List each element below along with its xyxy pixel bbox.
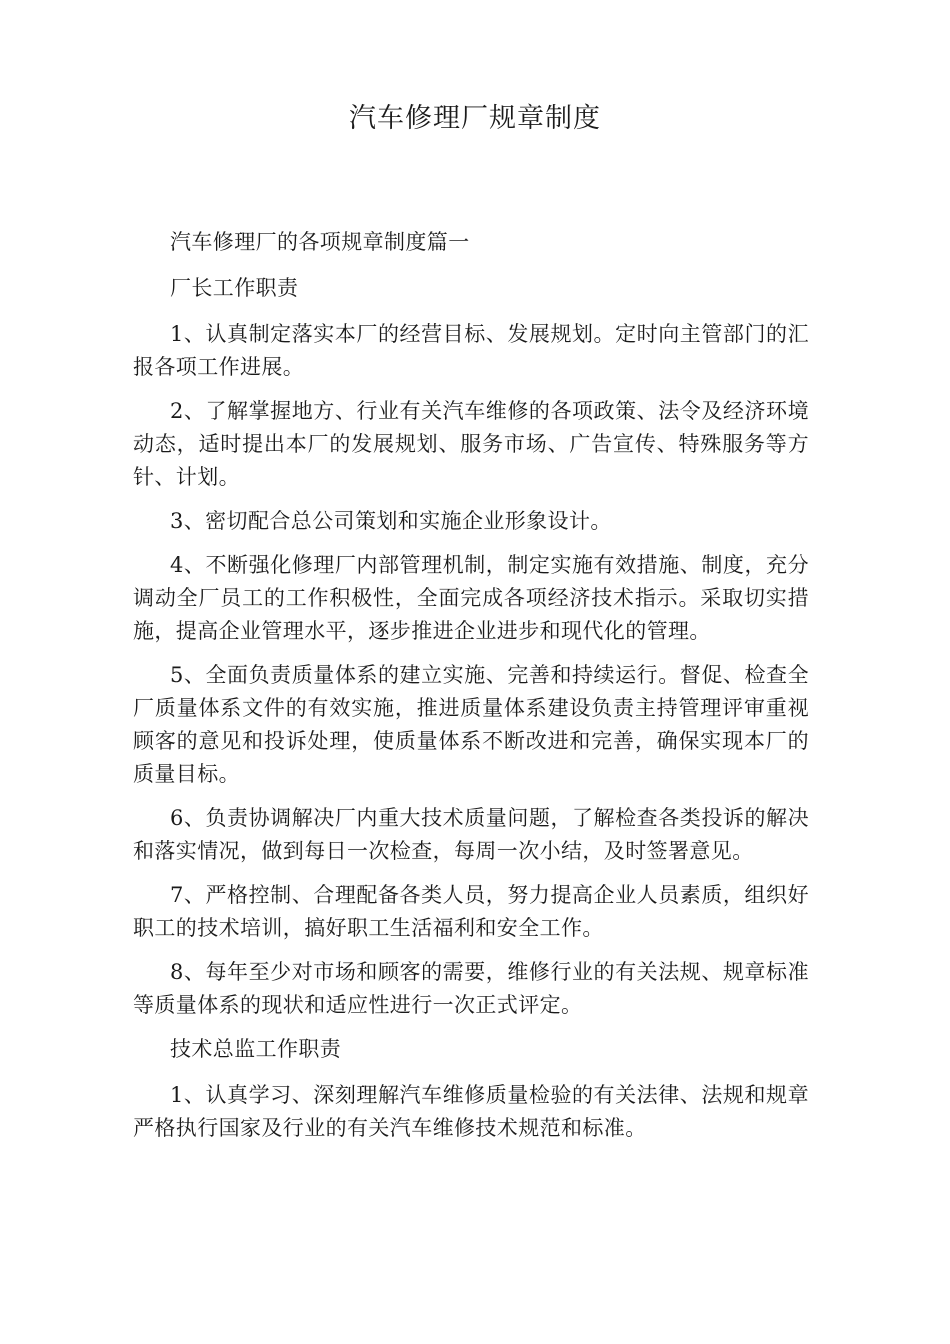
paragraph: 7、严格控制、合理配备各类人员，努力提高企业人员素质，组织好职工的技术培训，搞好职工生活福利和安全工作。 <box>133 883 809 940</box>
document-body <box>133 226 809 1156</box>
section-heading: 汽车修理厂的各项规章制度篇一 <box>170 230 470 254</box>
paragraph: 2、了解掌握地方、行业有关汽车维修的各项政策、法令及经济环境动态，适时提出本厂的发展规划、服务市场、广告宣传、特殊服务等方针、计划。 <box>133 399 809 489</box>
paragraph: 6、负责协调解决厂内重大技术质量问题，了解检查各类投诉的解决和落实情况，做到每日一次检查，每周一次小结，及时签署意见。 <box>133 806 809 863</box>
subsection-heading: 厂长工作职责 <box>170 276 299 300</box>
paragraph: 4、不断强化修理厂内部管理机制，制定实施有效措施、制度，充分调动全厂员工的工作积极性，全面完成各项经济技术指示。采取切实措施，提高企业管理水平，逐步推进企业进步和现代化的管理。 <box>133 553 809 643</box>
paragraph: 1、认真学习、深刻理解汽车维修质量检验的有关法律、法规和规章严格执行国家及行业的有关汽车维修技术规范和标准。 <box>133 1083 809 1140</box>
paragraph: 3、密切配合总公司策划和实施企业形象设计。 <box>170 509 612 533</box>
subsection-heading: 技术总监工作职责 <box>170 1037 342 1061</box>
paragraph: 8、每年至少对市场和顾客的需要，维修行业的有关法规、规章标准等质量体系的现状和适应性进行一次正式评定。 <box>133 960 809 1017</box>
document-title: 汽车修理厂规章制度 <box>349 103 601 134</box>
paragraph: 5、全面负责质量体系的建立实施、完善和持续运行。督促、检查全厂质量体系文件的有效实施，推进质量体系建设负责主持管理评审重视顾客的意见和投诉处理，使质量体系不断改进和完善，确保实现本厂的质量目标。 <box>133 663 809 786</box>
paragraph: 1、认真制定落实本厂的经营目标、发展规划。定时向主管部门的汇报各项工作进展。 <box>133 322 809 379</box>
